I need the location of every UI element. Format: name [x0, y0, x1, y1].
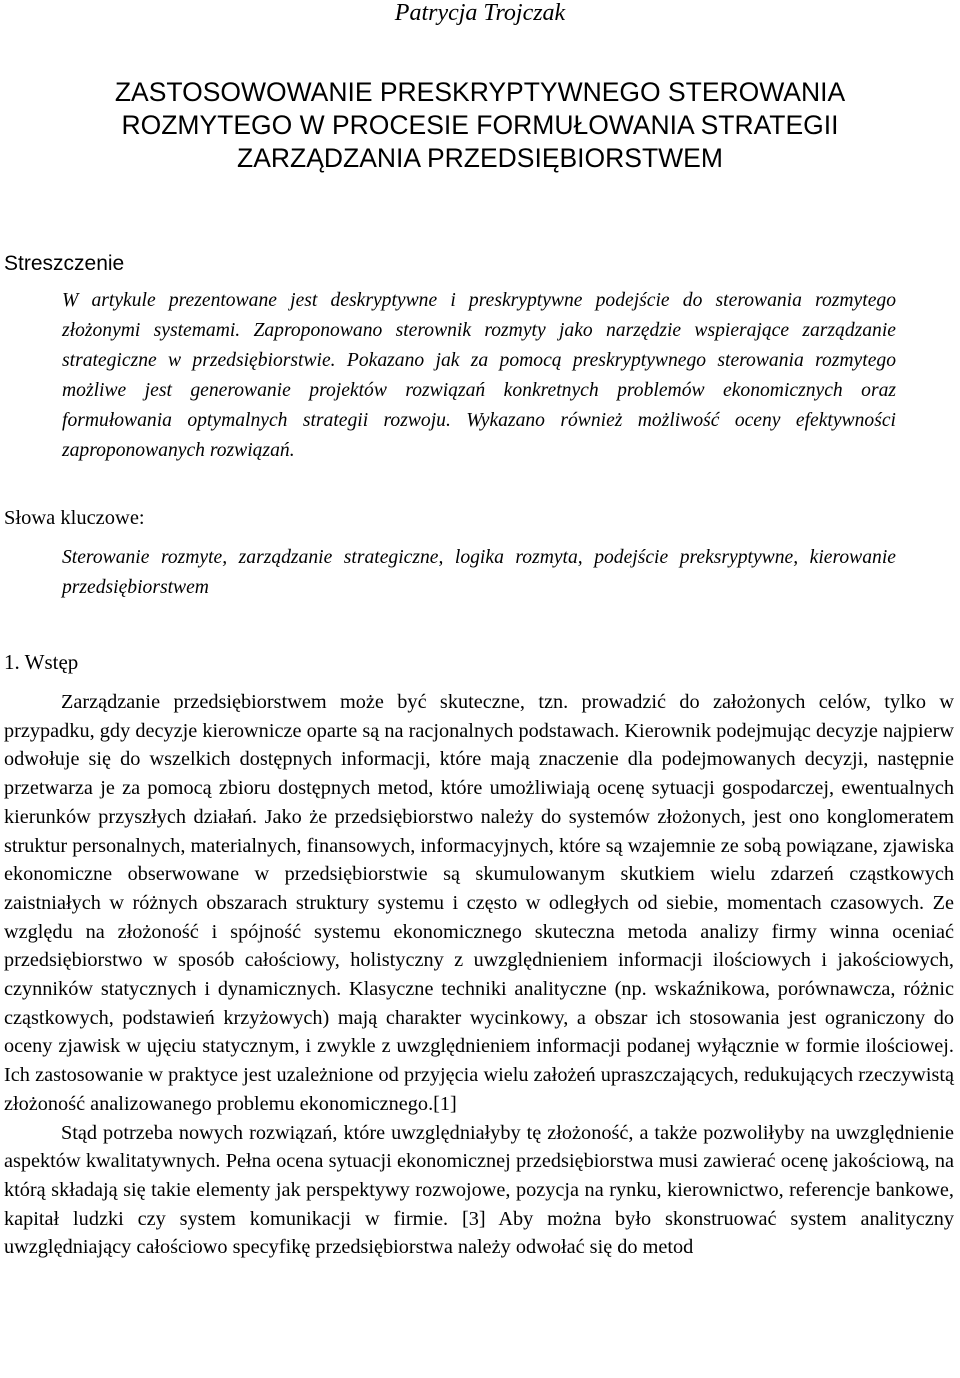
keywords-text: Sterowanie rozmyte, zarządzanie strategiczne, logika rozmyta, podejście preksryptywne, kierowanie przedsiębiorstwem [62, 547, 896, 598]
section-heading: 1. Wstęp [4, 650, 79, 674]
title-line: ROZMYTEGO W PROCESIE FORMUŁOWANIA STRATEGII [121, 110, 839, 140]
title-line: ZARZĄDZANIA PRZEDSIĘBIORSTWEM [237, 143, 723, 173]
body-paragraph: Zarządzanie przedsiębiorstwem może być skuteczne, tzn. prowadzić do założonych celów, tylko w przypadku, gdy decyzje kierownicze oparte są na racjonalnych podstawach. Kierownik podejmując decyzje najpierw odwołuje się do wszelkich dostępnych informacji, które mają znaczenie dla podejmowanych decyzji, następnie przetwarza je za pomocą zbioru dostępnych metod, które umożliwiają ocenę sytuacji gospodarczej, ewentualnych kierunków przyszłych działań. Jako że przedsiębiorstwo należy do systemów złożonych, jest ono konglomeratem struktur personalnych, materialnych, finansowych, informacyjnych, które są wzajemnie ze sobą powiązane, zjawiska ekonomiczne obserwowane w przedsiębiorstwie są skumulowanym skutkiem wielu zdarzeń cząstkowych zaistniałych w różnych obszarach struktury systemu i często w odległych od siebie, momentach czasowych. Ze względu na złożoność i spójność systemu ekonomicznego skuteczna metoda analizy firmy winna oceniać przedsiębiorstwo w sposób całościowy, holistyczny z uwzględnieniem informacji ilościowych i jakościowych, czynników statycznych i dynamicznych. Klasyczne techniki analityczne (np. wskaźnikowa, porównawcza, różnic cząstkowych, podstawień krzyżowych) mają charakter wycinkowy, a obszar ich stosowania jest ograniczony do oceny zjawisk w ujęciu statycznym, i zwykle z uwzględnieniem informacji podanej wyłącznie w formie ilościowej. Ich zastosowanie w praktyce jest uzależnione od przyjęcia wielu założeń upraszczających, redukujących rzeczywistą złożoność analizowanego problemu ekonomicznego.[1] [4, 691, 954, 1115]
abstract-heading: Streszczenie [4, 252, 125, 275]
keywords-heading: Słowa kluczowe: [4, 507, 145, 529]
author-name: Patrycja Trojczak [394, 0, 566, 26]
section-body [4, 688, 954, 1262]
body-paragraph: Stąd potrzeba nowych rozwiązań, które uwzględniałyby tę złożoność, a także pozwoliłyby na uwzględnienie aspektów kwalitatywnych. Pełna ocena sytuacji ekonomicznej przedsiębiorstwa musi zawierać ocenę jakościową, na którą składają się takie elementy jak perspektywy rozwojowe, pozycja na rynku, kierownictwo, referencje bankowe, kapitał ludzki czy system komunikacji w firmie. [3] Aby można było skonstruować system analityczny uwzględniający całościowo specyfikę przedsiębiorstwa należy odwołać się do metod [4, 1121, 954, 1259]
title-line: ZASTOSOWOWANIE PRESKRYPTYWNEGO STEROWANIA [114, 77, 846, 107]
abstract-text: W artykule prezentowane jest deskryptywne i preskryptywne podejście do sterowania rozmytego złożonymi systemami. Zaproponowano sterownik rozmyty jako narzędzie wspierające zarządzanie strategiczne w przedsiębiorstwie. Pokazano jak za pomocą preskryptywnego sterowania rozmytego możliwe jest generowanie projektów rozwiązań konkretnych problemów ekonomicznych oraz formułowania optymalnych strategii rozwoju. Wykazano również możliwość oceny efektywności zaproponowanych rozwiązań. [62, 290, 896, 461]
paper-title [0, 76, 960, 175]
